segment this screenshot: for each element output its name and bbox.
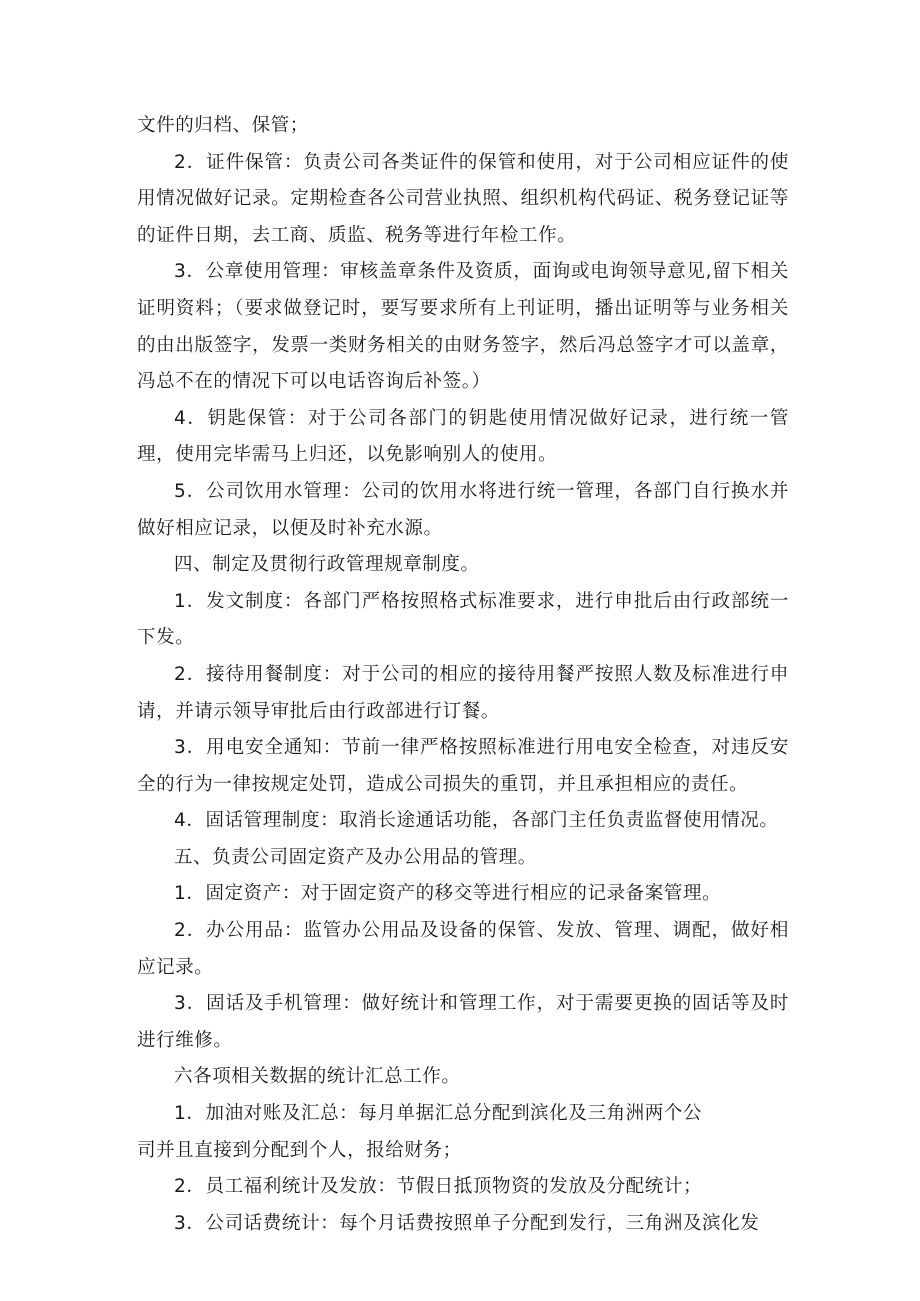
paragraph-continuation: 文件的归档、保管； — [137, 115, 309, 136]
section-heading-six: 六各项相关数据的统计汇总工作。 — [174, 1066, 461, 1088]
paragraph-item-fixed-assets: 1．固定资产：对于固定资产的移交等进行相应的记录备案管理。 — [174, 883, 722, 905]
section-heading-four: 四、制定及贯彻行政管理规章制度。 — [174, 554, 480, 576]
paragraph-item-fuel-reconciliation: 1．加油对账及汇总：每月单据汇总分配到滨化及三角洲两个公 — [174, 1103, 703, 1125]
document-body — [137, 108, 789, 1242]
paragraph-item-drinking-water: 5．公司饮用水管理：公司的饮用水将进行统一管理，各部门自行换水并做好相应记录，以便及时补充水源。 — [137, 480, 789, 539]
paragraph-item-certificate-custody: 2．证件保管：负责公司各类证件的保管和使用，对于公司相应证件的使用情况做好记录。定期检查各公司营业执照、组织机构代码证、税务登记证等的证件日期，去工商、质监、税务等进行年检工作。 — [137, 151, 789, 246]
paragraph-item-electrical-safety: 3．用电安全通知：节前一律严格按照标准进行用电安全检查，对违反安全的行为一律按规定处罚，造成公司损失的重罚，并且承担相应的责任。 — [137, 737, 789, 795]
section-heading-five: 五、负责公司固定资产及办公用品的管理。 — [174, 846, 537, 868]
paragraph-item-phone-management: 3．固话及手机管理：做好统计和管理工作，对于需要更换的固话等及时进行维修。 — [137, 993, 789, 1051]
paragraph-item-landline-rules: 4．固话管理制度：取消长途通话功能，各部门主任负责监督使用情况。 — [174, 810, 779, 832]
paragraph-item-reception-dining: 2．接待用餐制度：对于公司的相应的接待用餐严按照人数及标准进行申请，并请示领导审批后由行政部进行订餐。 — [137, 663, 789, 722]
paragraph-item-seal-management: 3．公章使用管理：审核盖章条件及资质，面询或电询领导意见,留下相关证明资料；（要求做登记时，要写要求所有上刊证明，播出证明等与业务相关的由出版签字，发票一类财务相关的由财务签字，然后冯总签字才可以盖章，冯总不在的情况下可以电话咨询后补签。） — [137, 261, 789, 393]
paragraph-item-key-custody: 4．钥匙保管：对于公司各部门的钥匙使用情况做好记录，进行统一管理，使用完毕需马上归还，以免影响别人的使用。 — [137, 407, 789, 466]
paragraph-item-office-supplies: 2．办公用品：监管办公用品及设备的保管、发放、管理、调配，做好相应记录。 — [137, 920, 789, 978]
paragraph-item-phone-bill: 3．公司话费统计：每个月话费按照单子分配到发行，三角洲及滨化发 — [174, 1212, 760, 1234]
paragraph-item-document-issuance: 1．发文制度：各部门严格按照格式标准要求，进行申批后由行政部统一下发。 — [137, 590, 789, 649]
paragraph-item-fuel-reconciliation-cont: 司并且直接到分配到个人，报给财务； — [137, 1139, 462, 1161]
paragraph-item-employee-welfare: 2．员工福利统计及发放：节假日抵顶物资的发放及分配统计； — [174, 1176, 703, 1198]
